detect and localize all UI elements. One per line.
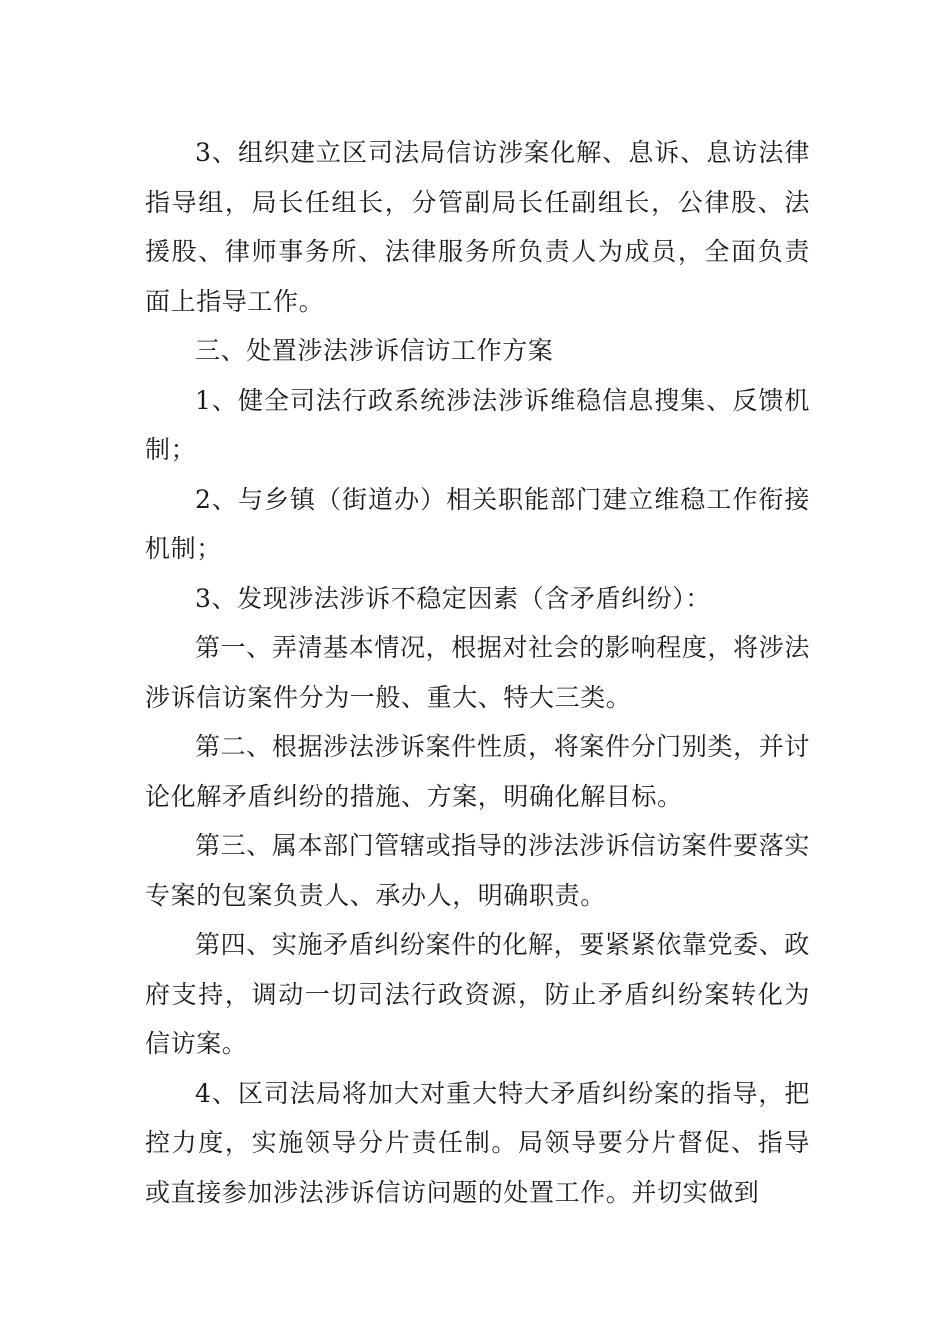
- paragraph-step-4: 第四、实施矛盾纠纷案件的化解，要紧紧依靠党委、政府支持，调动一切司法行政资源，防止矛盾纠纷案转化为信访案。: [145, 930, 810, 1058]
- paragraph-step-2: 第二、根据涉法涉诉案件性质，将案件分门别类，并讨论化解矛盾纠纷的措施、方案，明确化解目标。: [145, 732, 810, 811]
- paragraph-4: 3、发现涉法涉诉不稳定因素（含矛盾纠纷）：: [195, 583, 712, 613]
- section-heading: 三、处置涉法涉诉信访工作方案: [195, 336, 554, 365]
- paragraph-5: 4、区司法局将加大对重大特大矛盾纠纷案的指导，把控力度，实施领导分片责任制。局领导要分片督促、指导或直接参加涉法涉诉信访问题的处置工作。并切实做到: [145, 1078, 810, 1207]
- paragraph-step-3: 第三、属本部门管辖或指导的涉法涉诉信访案件要落实专案的包案负责人、承办人，明确职责。: [145, 831, 810, 910]
- paragraph-step-1: 第一、弄清基本情况，根据对社会的影响程度，将涉法涉诉信访案件分为一般、重大、特大三类。: [145, 633, 810, 712]
- paragraph-1: 3、组织建立区司法局信访涉案化解、息诉、息访法律指导组，局长任组长，分管副局长任副组长，公律股、法援股、律师事务所、法律服务所负责人为成员，全面负责面上指导工作。: [145, 138, 810, 316]
- paragraph-3: 2、与乡镇（街道办）相关职能部门建立维稳工作衔接机制；: [145, 484, 810, 563]
- paragraph-2: 1、健全司法行政系统涉法涉诉维稳信息搜集、反馈机制；: [145, 385, 810, 464]
- document-body: [145, 128, 810, 1217]
